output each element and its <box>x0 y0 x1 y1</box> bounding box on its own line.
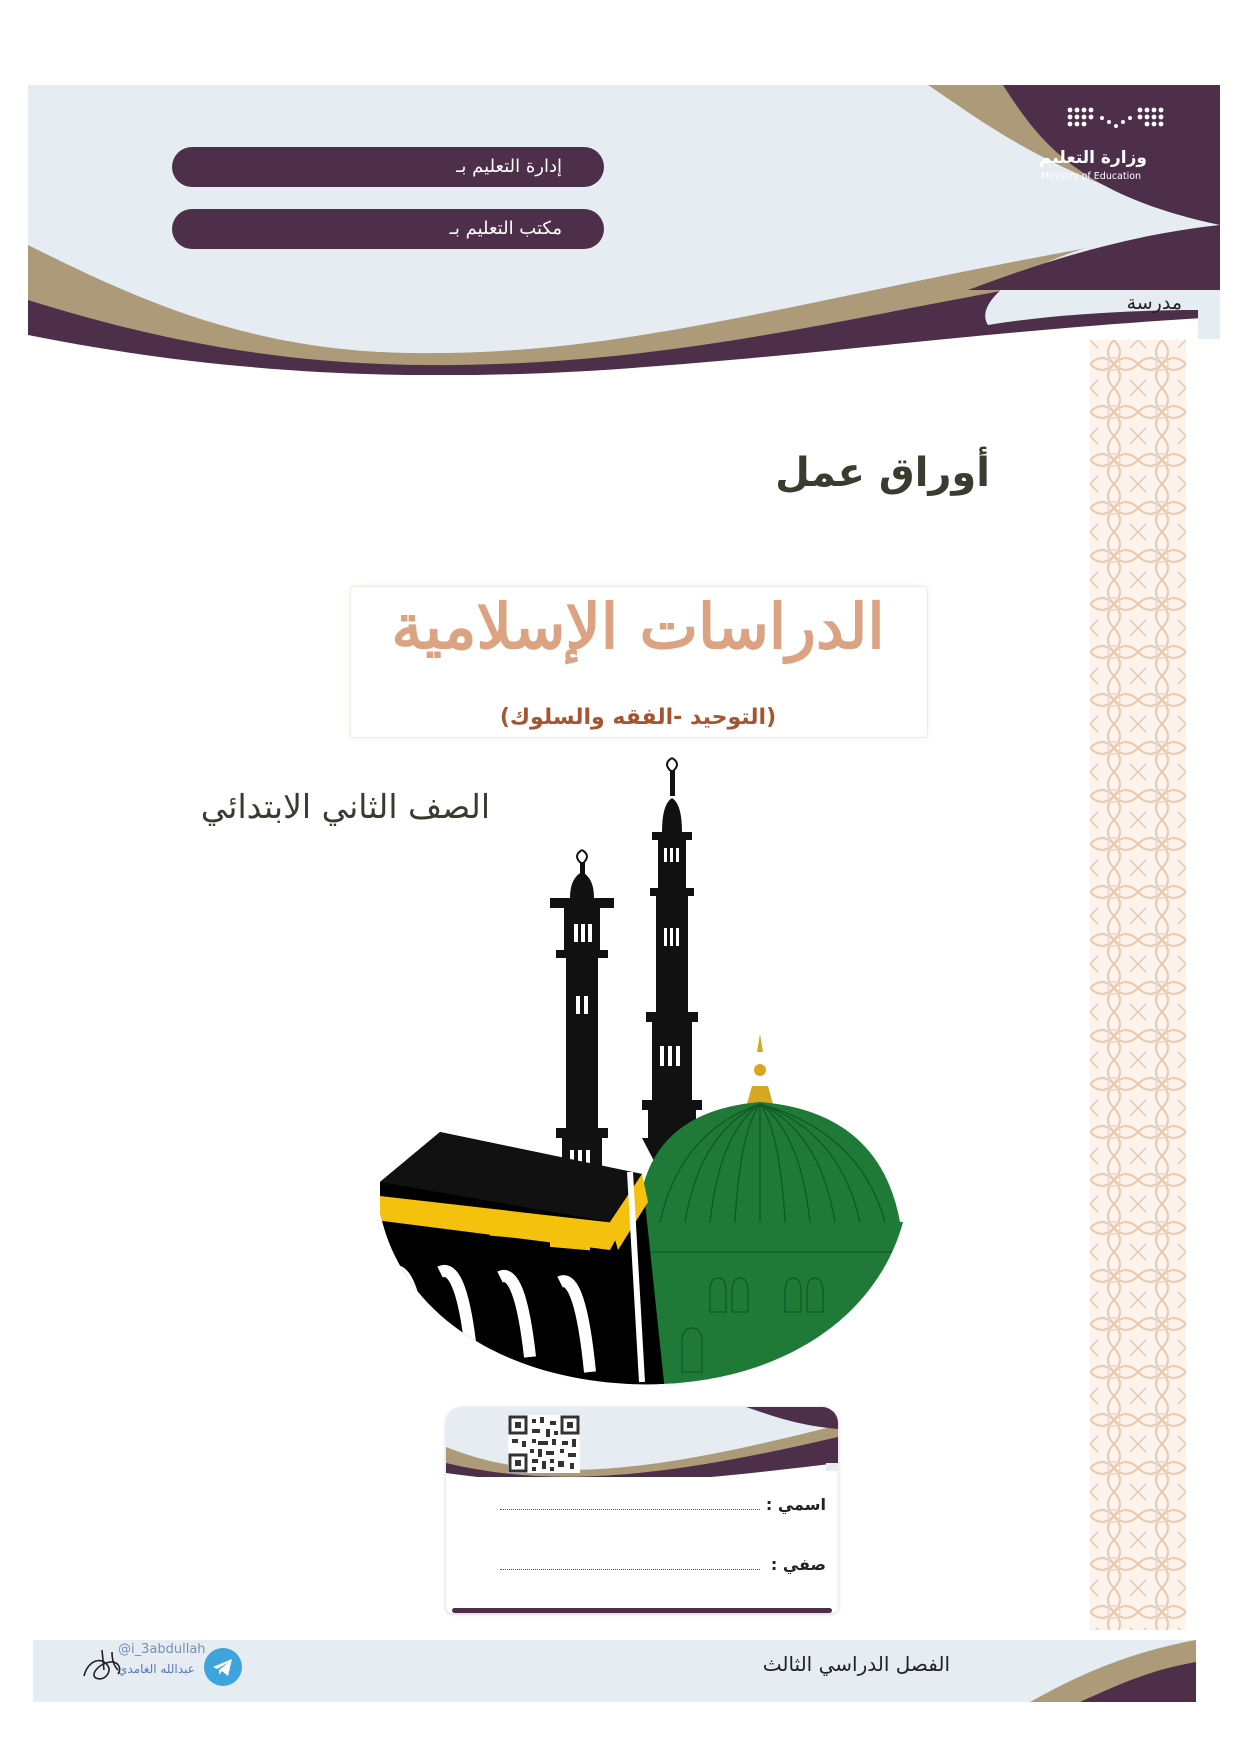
footer-corner-decoration <box>1010 1640 1196 1702</box>
side-pattern-decoration <box>1090 340 1186 1630</box>
education-office-field[interactable]: مكتب التعليم بـ <box>172 209 604 249</box>
semester-label: الفصل الدراسي الثالث <box>762 1652 950 1676</box>
author-handle[interactable]: @i_3abdullah <box>118 1642 206 1657</box>
name-label: اسمي : <box>765 1495 826 1514</box>
ministry-name-english: Ministry of Education <box>1040 171 1142 182</box>
signature-icon <box>78 1640 128 1690</box>
minaret-icon <box>642 758 702 1180</box>
worksheets-title: أوراق عمل <box>775 450 990 496</box>
student-name-card <box>446 1407 838 1613</box>
holy-mosques-illustration <box>380 752 910 1392</box>
card-bottom-bar <box>452 1608 832 1613</box>
ministry-name-arabic: وزارة التعليم <box>1039 148 1147 168</box>
minaret-icon <box>550 850 614 1186</box>
ministry-logo-icon <box>1062 104 1172 146</box>
class-label: صفي : <box>770 1555 826 1574</box>
subject-title: الدراسات الإسلامية <box>391 590 885 663</box>
name-input-line[interactable] <box>500 1509 760 1510</box>
class-input-line[interactable] <box>500 1569 760 1570</box>
author-name: عبدالله الغامدي <box>118 1662 195 1676</box>
qr-code-icon <box>508 1415 580 1473</box>
grade-label: الصف الثاني الابتدائي <box>200 787 490 826</box>
school-label: مدرسة <box>1126 292 1182 314</box>
education-admin-field[interactable]: إدارة التعليم بـ <box>172 147 604 187</box>
subject-branches: (التوحيد -الفقه والسلوك) <box>499 705 777 730</box>
